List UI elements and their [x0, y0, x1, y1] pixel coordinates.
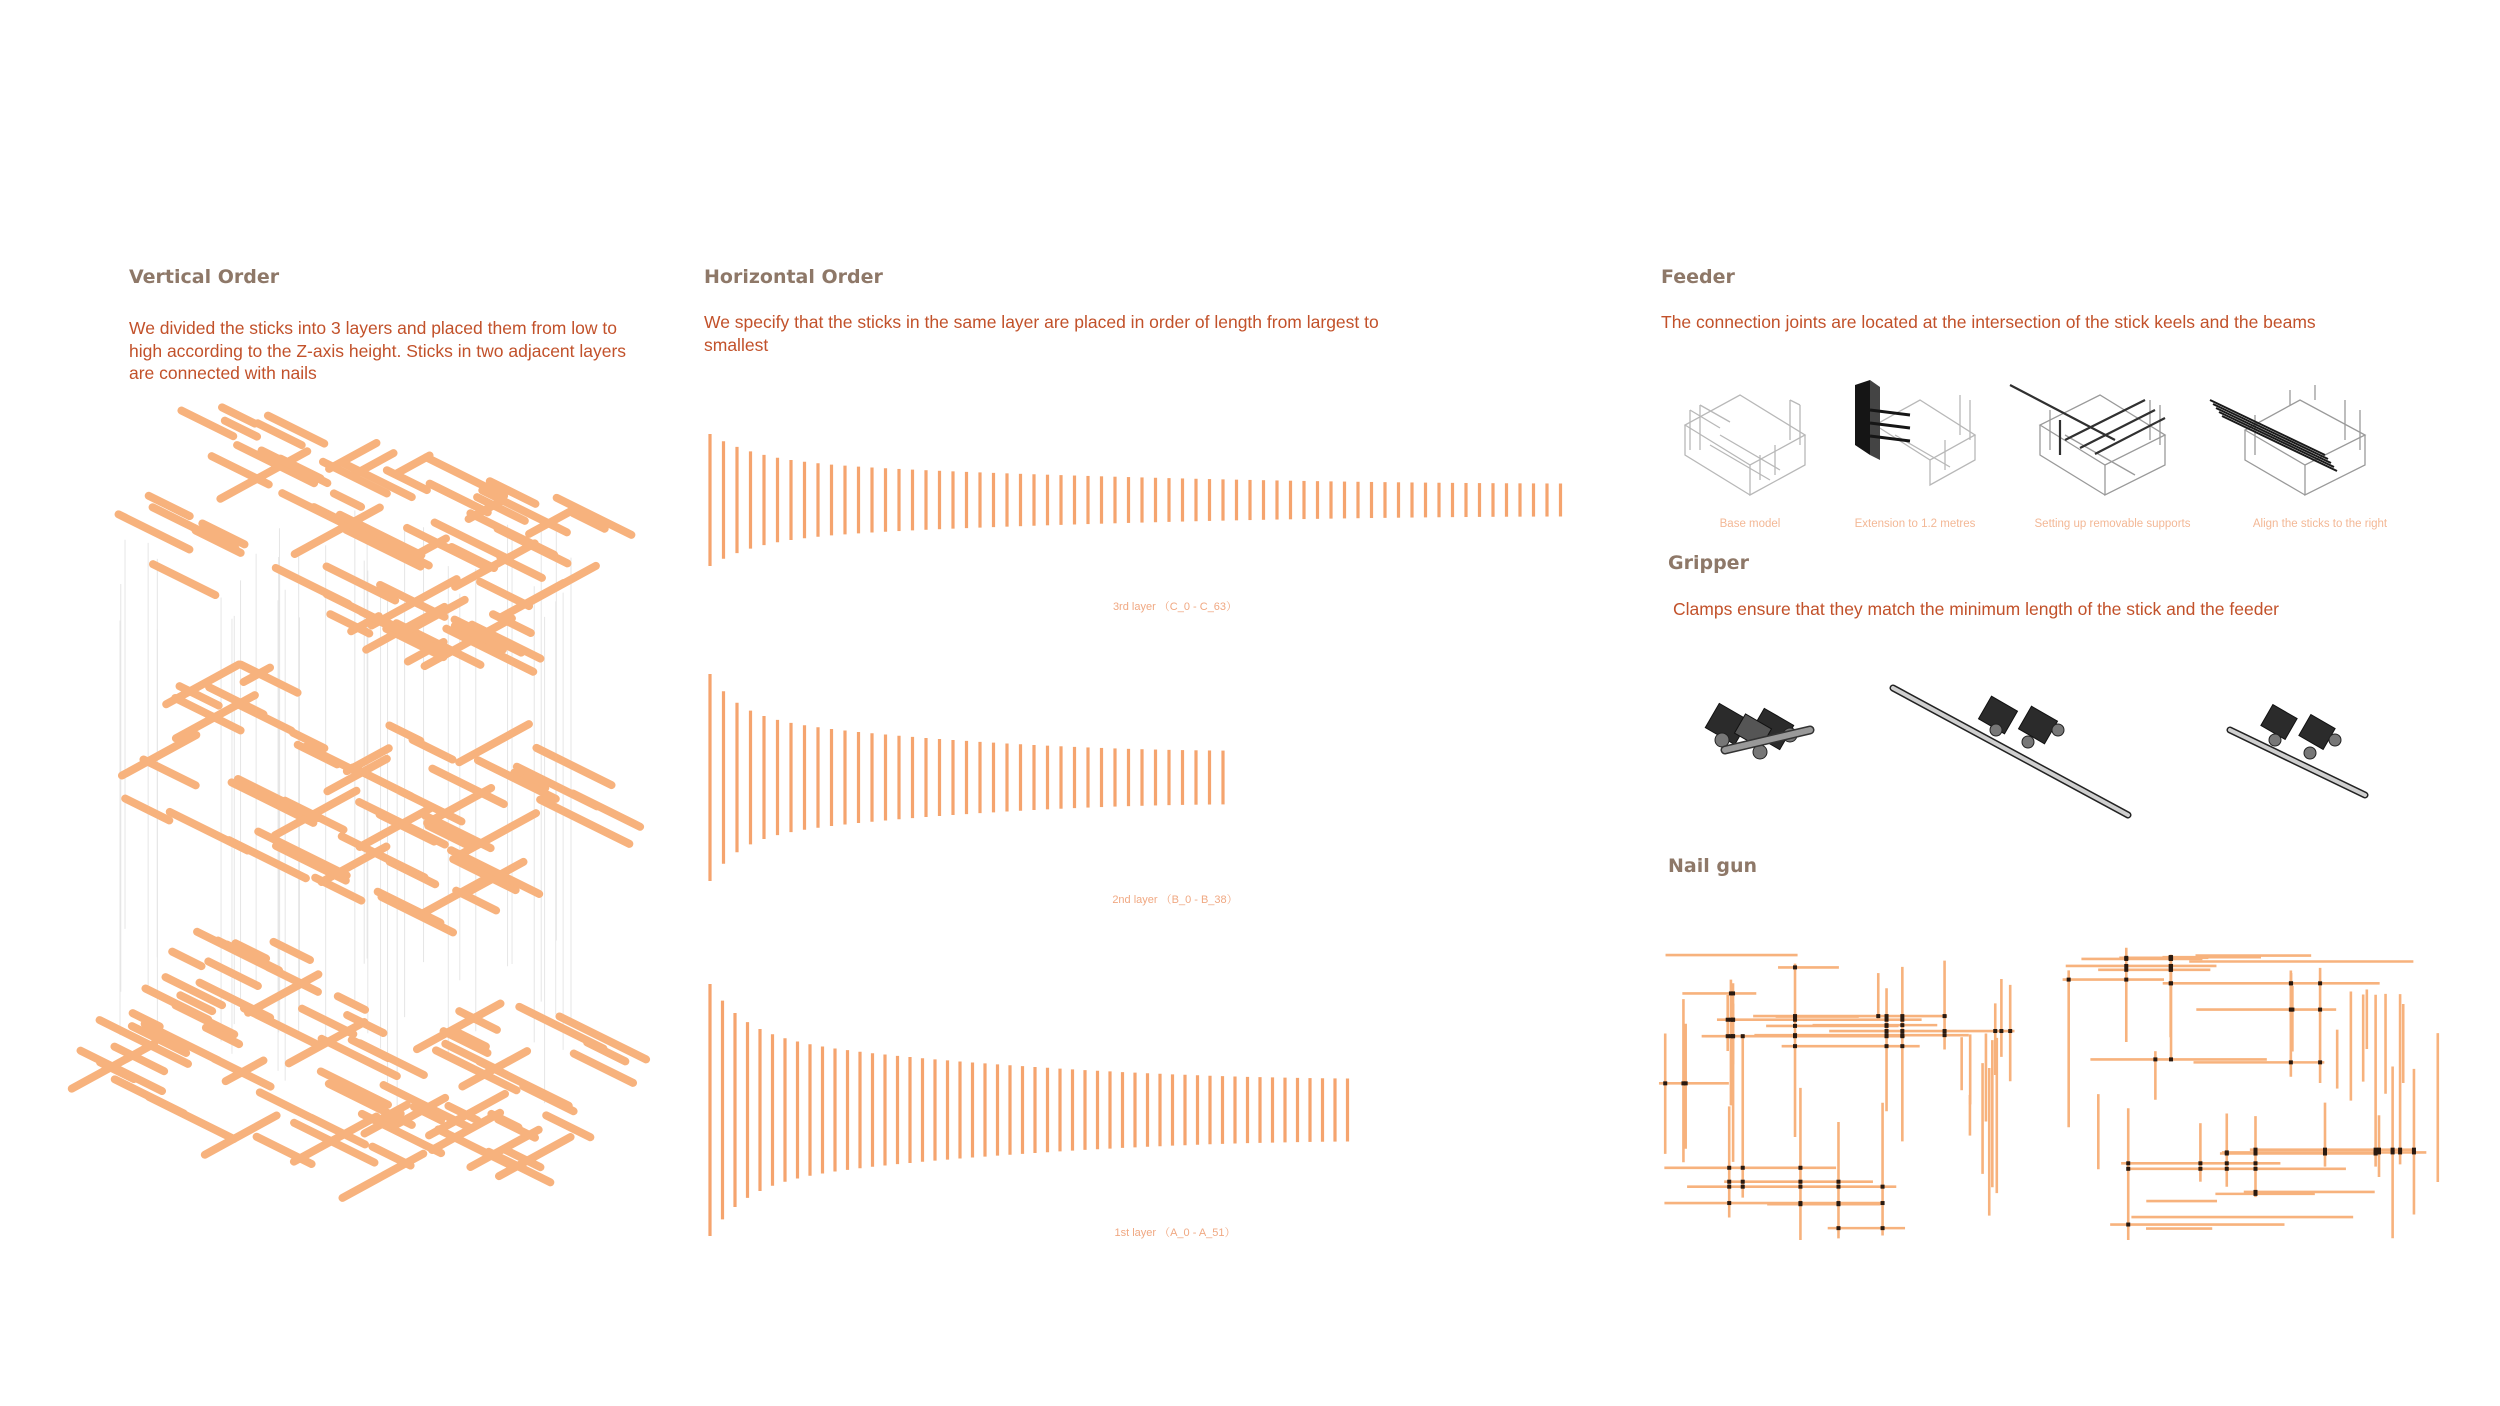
nail-point — [1881, 1185, 1885, 1189]
gripper-description: Clamps ensure that they match the minimum length of the stick and the feeder — [1673, 599, 2280, 619]
nail-point — [1885, 1018, 1889, 1022]
nail-point — [1798, 1180, 1802, 1184]
feeder-base-model-icon — [1680, 380, 1810, 490]
layer-1-sticks-sorted — [700, 980, 1600, 1240]
stick — [153, 564, 215, 595]
nail-point — [2253, 1167, 2257, 1171]
nail-point — [2318, 1008, 2322, 1012]
nail-point — [1881, 1226, 1885, 1230]
feeder-align-icon — [2205, 385, 2375, 495]
nail-point — [2126, 1161, 2130, 1165]
nail-point — [1900, 1014, 1904, 1018]
nail-point — [1900, 1029, 1904, 1033]
nail-point — [2253, 1151, 2257, 1155]
nail-point — [2198, 1167, 2202, 1171]
nail-point — [1727, 1201, 1731, 1205]
nail-point — [1741, 1166, 1745, 1170]
nail-point — [1727, 1180, 1731, 1184]
nail-point — [1663, 1081, 1667, 1085]
stick — [342, 836, 425, 877]
nail-point — [1900, 1044, 1904, 1048]
nail-point — [1731, 1018, 1735, 1022]
nail-point — [2412, 1148, 2416, 1152]
layer-3-caption: 3rd layer （C_0 - C_63） — [1112, 601, 1238, 613]
stick — [260, 1092, 310, 1117]
nail-point — [1731, 991, 1735, 995]
vertical-order-title: Vertical Order — [129, 266, 280, 288]
nail-point — [1741, 1180, 1745, 1184]
feeder-extension-icon — [1850, 375, 1980, 485]
stick — [540, 800, 629, 844]
nail-point — [2198, 1161, 2202, 1165]
stick — [338, 996, 365, 1010]
nail-point — [1900, 1018, 1904, 1022]
horizontal-order-title: Horizontal Order — [704, 266, 883, 288]
nail-point — [2124, 964, 2128, 968]
nail-point — [1836, 1185, 1840, 1189]
nail-point — [1885, 1023, 1889, 1027]
layer-2-sticks-sorted — [700, 670, 1600, 885]
nail-point — [2124, 956, 2128, 960]
nail-point — [2391, 1148, 2395, 1152]
nail-point — [1943, 1014, 1947, 1018]
nail-point — [1793, 1024, 1797, 1028]
feeder-step-label: Extension to 1.2 metres — [1854, 518, 1976, 530]
stick — [459, 724, 529, 762]
gripper-title: Gripper — [1668, 552, 1749, 574]
nail-point — [2067, 978, 2071, 982]
feeder-title: Feeder — [1661, 266, 1735, 288]
nail-point — [2323, 1151, 2327, 1155]
stick — [170, 812, 248, 851]
nail-point — [2126, 1167, 2130, 1171]
nail-layout-plan-a — [1650, 945, 2040, 1245]
feeder-step-label: Setting up removable supports — [2034, 518, 2191, 530]
nail-point — [1793, 1044, 1797, 1048]
nail-point — [2124, 978, 2128, 982]
gripper-clamp-icon — [1700, 690, 1820, 780]
nail-point — [2318, 981, 2322, 985]
nail-layout-plan-b — [2060, 945, 2450, 1245]
stick — [236, 704, 291, 731]
nail-point — [2225, 1151, 2229, 1155]
nail-point — [1731, 1034, 1735, 1038]
nail-point — [1798, 1185, 1802, 1189]
stick — [248, 974, 318, 1012]
stick — [205, 1116, 277, 1155]
nail-point — [2153, 1057, 2157, 1061]
nail-point — [1727, 1185, 1731, 1189]
vertical-order-description: We divided the sticks into 3 layers and placed them from low to high according to the Z-axis height. Sticks in two adjacent layers are connected with nails — [129, 318, 627, 383]
nail-point — [1726, 1018, 1730, 1022]
nail-point — [1943, 1029, 1947, 1033]
nail-point — [1681, 1081, 1685, 1085]
feeder-supports-icon — [2005, 380, 2175, 490]
nail-point — [2225, 1161, 2229, 1165]
layer-2-caption: 2nd layer （B_0 - B_38） — [1112, 894, 1238, 906]
horizontal-order-description: We specify that the sticks in the same layer are placed in order of length from largest to smallest — [704, 312, 1379, 355]
stick — [125, 799, 169, 821]
nail-point — [2318, 1060, 2322, 1064]
nail-point — [1836, 1202, 1840, 1206]
stick — [282, 493, 340, 522]
nail-point — [1999, 1029, 2003, 1033]
nail-point — [2169, 956, 2173, 960]
nail-point — [2377, 1148, 2381, 1152]
nail-point — [2169, 981, 2173, 985]
nail-point — [2169, 1057, 2173, 1061]
nail-point — [2253, 1161, 2257, 1165]
nail-point — [2374, 1151, 2378, 1155]
layer-3-sticks-sorted — [700, 430, 1600, 570]
feeder-step-label: Base model — [1719, 518, 1781, 530]
stick — [523, 1086, 573, 1111]
layer-1-caption: 1st layer （A_0 - A_51） — [1114, 1227, 1236, 1239]
stick — [276, 846, 346, 881]
nail-point — [1793, 965, 1797, 969]
nail-point — [1726, 1034, 1730, 1038]
nail-point — [2008, 1029, 2012, 1033]
stick — [306, 747, 358, 773]
nail-point — [1741, 1185, 1745, 1189]
nail-point — [2126, 1223, 2130, 1227]
stick — [208, 961, 258, 986]
nail-point — [1881, 1201, 1885, 1205]
nail-point — [1900, 1023, 1904, 1027]
nail-gun-title: Nail gun — [1668, 855, 1758, 877]
stick — [334, 493, 361, 506]
nail-point — [1836, 1180, 1840, 1184]
gripper-with-long-stick-icon — [1888, 680, 2138, 820]
stick — [258, 832, 346, 876]
nail-point — [2225, 1167, 2229, 1171]
nail-point — [2253, 1190, 2257, 1194]
gripper-with-short-stick-icon — [2225, 695, 2375, 805]
stick — [342, 1154, 423, 1198]
nail-point — [1741, 1034, 1745, 1038]
nail-point — [1793, 1015, 1797, 1019]
nail-point — [1885, 1033, 1889, 1037]
nail-point — [2124, 968, 2128, 972]
nail-point — [1793, 1033, 1797, 1037]
nail-point — [2398, 1148, 2402, 1152]
nail-point — [2289, 981, 2293, 985]
nail-point — [2289, 1008, 2293, 1012]
nail-point — [1836, 1226, 1840, 1230]
nail-point — [1876, 1014, 1880, 1018]
nail-point — [1885, 1044, 1889, 1048]
nail-point — [2323, 1148, 2327, 1152]
nail-point — [1993, 1029, 1997, 1033]
nail-point — [2253, 1148, 2257, 1152]
nail-point — [1900, 1033, 1904, 1037]
feeder-description: The connection joints are located at the intersection of the stick keels and the beams — [1661, 312, 2316, 332]
stick — [413, 740, 453, 760]
stick — [172, 952, 201, 967]
nail-point — [2289, 1060, 2293, 1064]
nail-point — [2169, 968, 2173, 972]
isometric-stick-layers — [90, 430, 650, 1210]
feeder-step-label: Align the sticks to the right — [2252, 518, 2388, 530]
nail-point — [1885, 1014, 1889, 1018]
nail-point — [1727, 1166, 1731, 1170]
nail-point — [1885, 1029, 1889, 1033]
nail-point — [1943, 1033, 1947, 1037]
nail-point — [2169, 964, 2173, 968]
nail-point — [1798, 1202, 1802, 1206]
nail-point — [1798, 1166, 1802, 1170]
